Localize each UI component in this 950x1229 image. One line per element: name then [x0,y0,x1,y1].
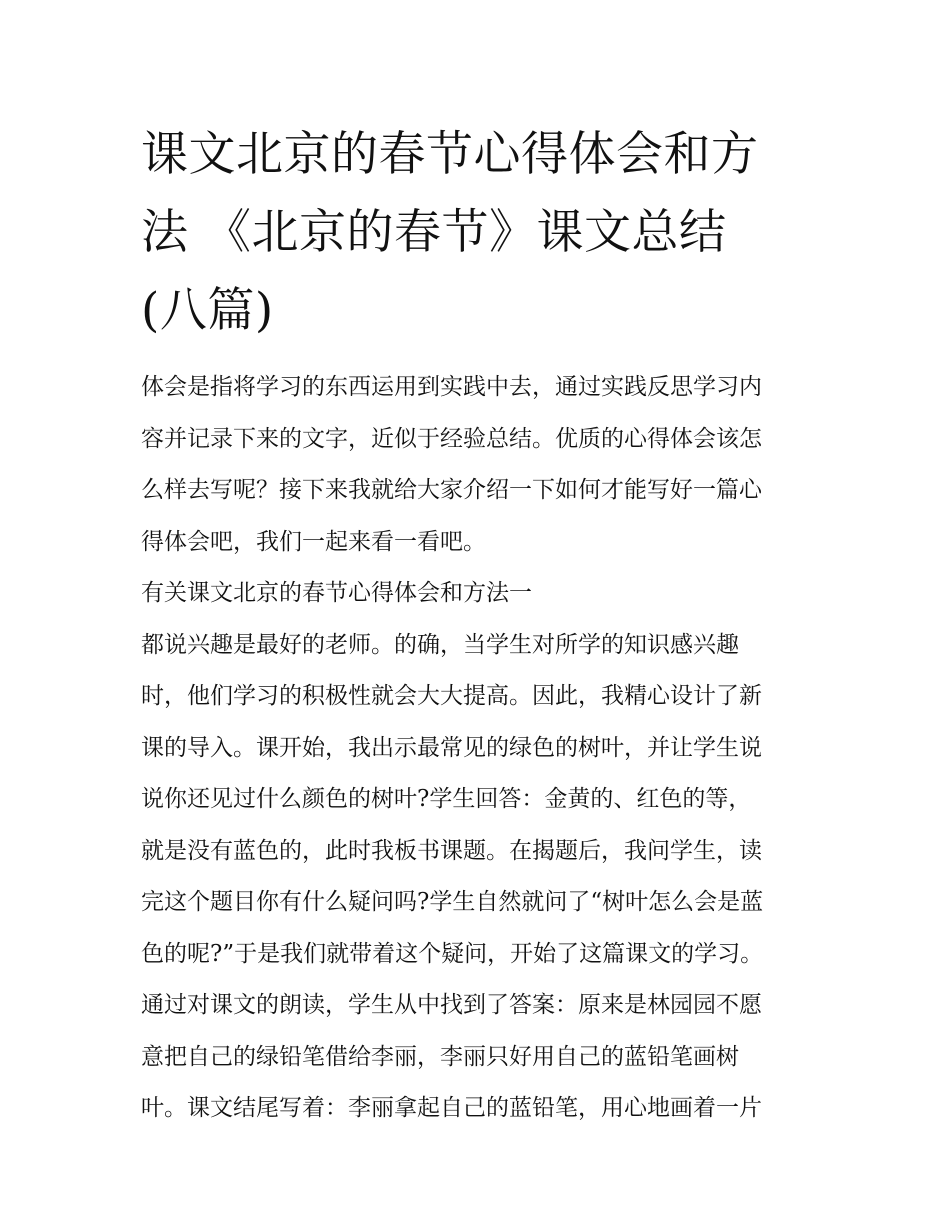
paragraph-line-4: 说你还见过什么颜色的树叶?学生回答：金黄的、红色的等， [141,786,752,812]
document-body [141,362,813,1135]
intro-line-1: 体会是指将学习的东西运用到实践中去，通过实践反思学习内 [141,374,762,400]
intro-line-2: 容并记录下来的文字，近似于经验总结。优质的心得体会该怎 [141,425,762,452]
section-heading: 有关课文北京的春节心得体会和方法一 [141,580,532,606]
title-line-1: 课文北京的春节心得体会和方 [141,127,759,182]
title-line-3: (八篇) [141,283,274,338]
paragraph-line-8: 通过对课文的朗读，学生从中找到了答案：原来是林园园不愿 [141,992,762,1018]
paragraph-line-5: 就是没有蓝色的，此时我板书课题。在揭题后，我问学生，读 [141,837,762,864]
intro-line-3: 么样去写呢？接下来我就给大家介绍一下如何才能写好一篇心 [141,477,762,503]
intro-line-4: 得体会吧，我们一起来看一看吧。 [141,528,486,555]
paragraph-line-3: 课的导入。课开始，我出示最常见的绿色的树叶，并让学生说 [141,734,762,761]
document-title [141,116,813,350]
document-content [141,116,813,1135]
paragraph-line-2: 时，他们学习的积极性就会大大提高。因此，我精心设计了新 [141,683,762,709]
title-line-2: 法 《北京的春节》课文总结 [141,205,727,260]
paragraph-line-9: 意把自己的绿铅笔借给李丽，李丽只好用自己的蓝铅笔画树 [141,1043,739,1070]
paragraph-line-10: 叶。课文结尾写着：李丽拿起自己的蓝铅笔，用心地画着一片 [141,1095,762,1121]
paragraph-line-1: 都说兴趣是最好的老师。的确，当学生对所学的知识感兴趣 [141,631,739,658]
paragraph-line-7: 色的呢?”于是我们就带着这个疑问，开始了这篇课文的学习。 [141,940,764,967]
paragraph-line-6: 完这个题目你有什么疑问吗?学生自然就问了“树叶怎么会是蓝 [141,889,764,915]
